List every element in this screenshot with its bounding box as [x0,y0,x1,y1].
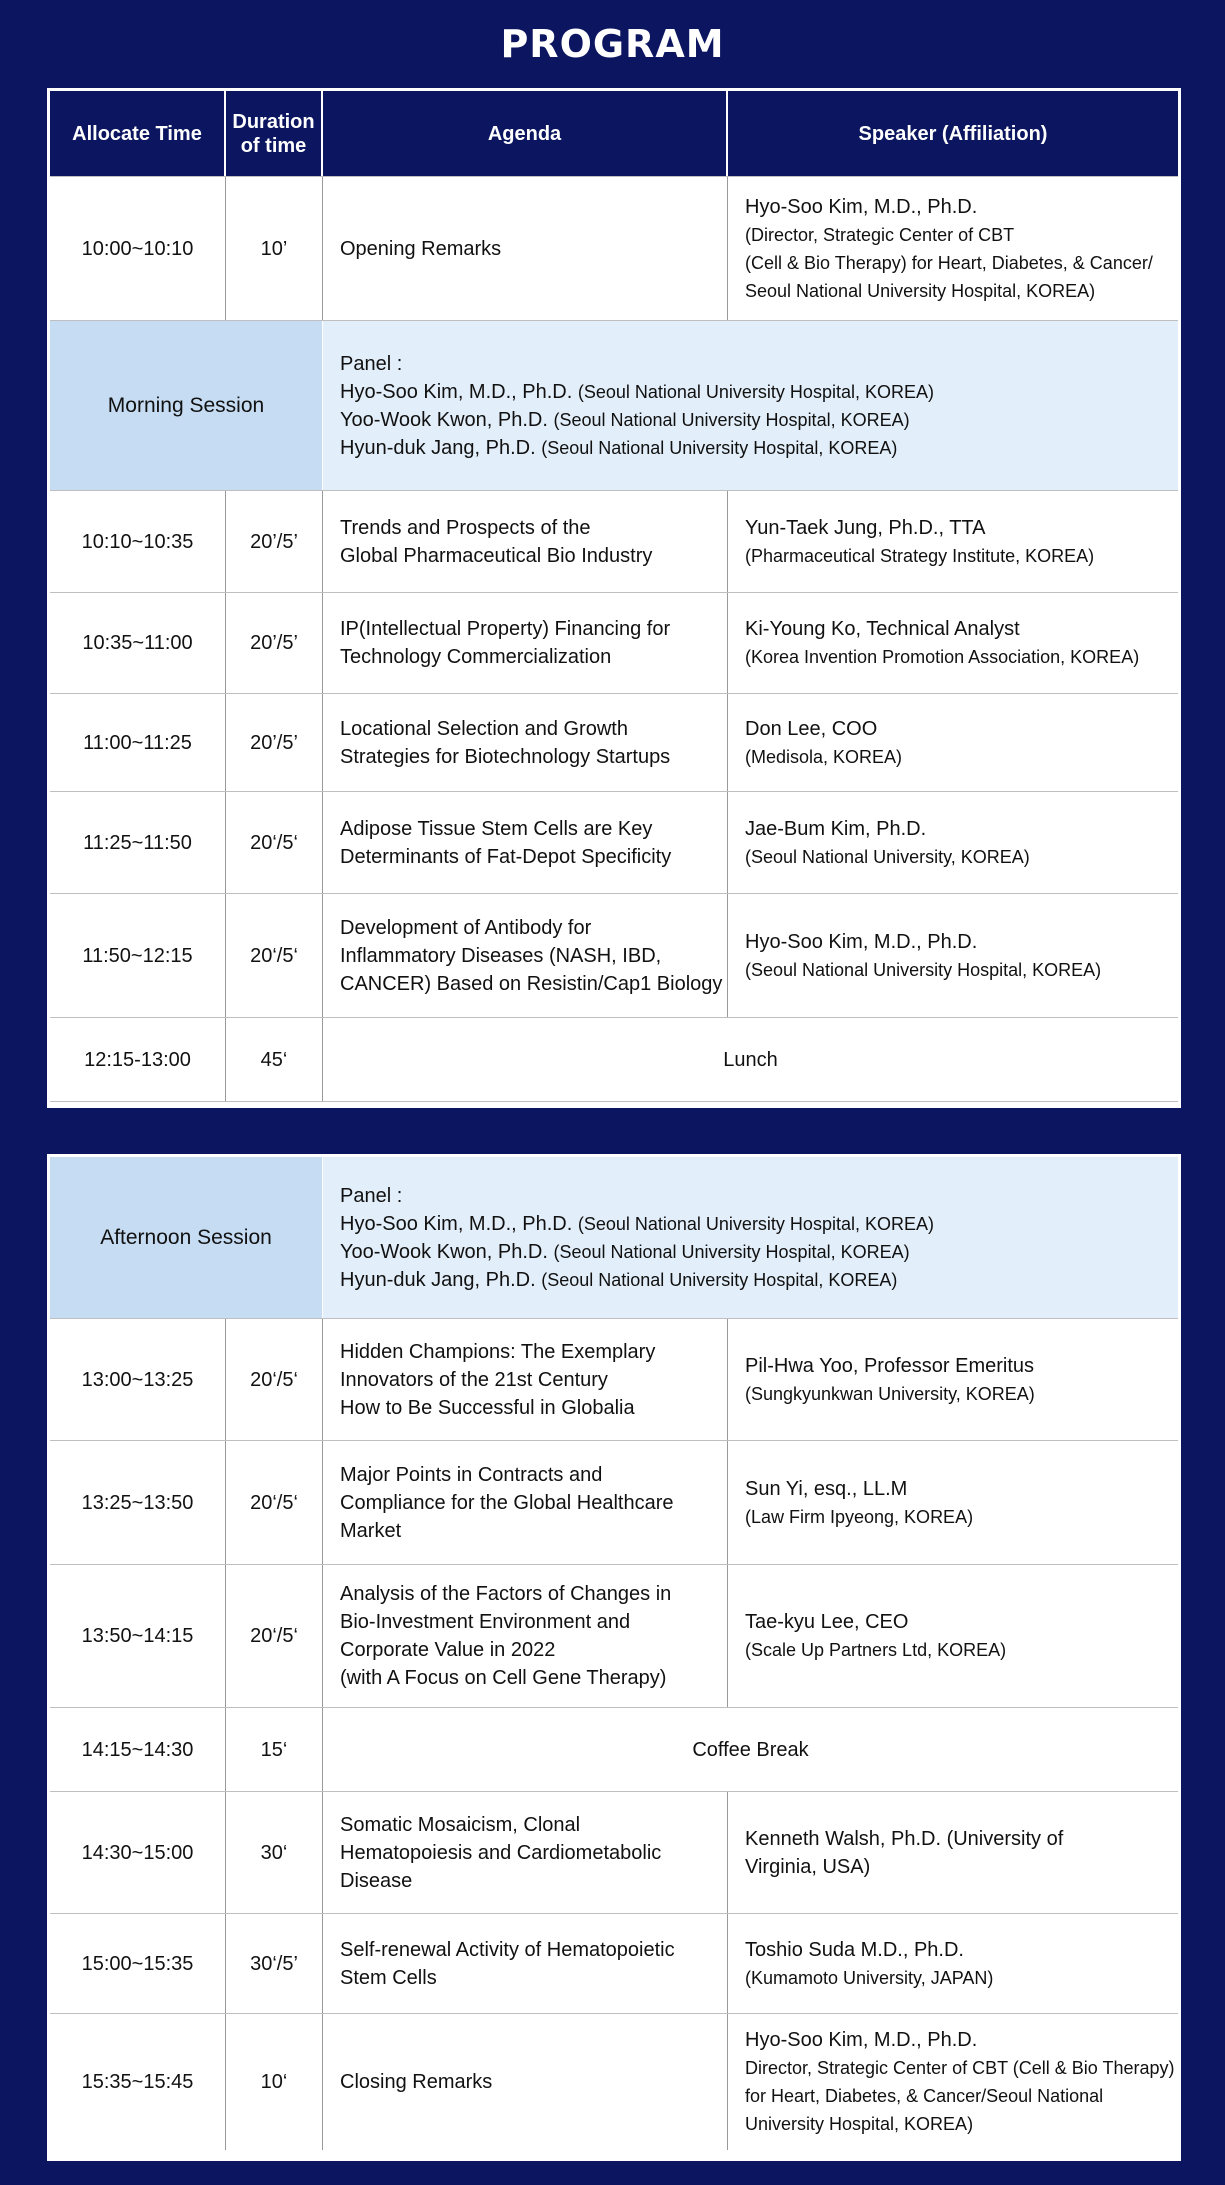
agenda-cell: Locational Selection and Growth Strategies for Biotechnology Startups [323,694,728,791]
table-row [50,1914,1178,2014]
speaker-cell: Toshio Suda M.D., Ph.D. (Kumamoto University, JAPAN) [745,1938,994,1988]
time-cell: 13:00~13:25 [50,1319,226,1440]
table-row [50,1441,1178,1565]
time-cell: 15:35~15:45 [50,2014,226,2150]
table-header [50,91,1178,177]
agenda-cell: Opening Remarks [323,177,728,320]
duration-cell: 45‘ [226,1018,323,1101]
speaker-cell: Hyo-Soo Kim, M.D., Ph.D. (Seoul National University Hospital, KOREA) [745,930,1102,980]
header-speaker: Speaker (Affiliation) [858,122,1048,145]
panel-cell [323,321,1178,490]
duration-cell: 30‘/5’ [226,1914,323,2013]
time-cell: 11:50~12:15 [50,894,226,1017]
time-cell: 13:50~14:15 [50,1565,226,1707]
speaker-cell: Don Lee, COO (Medisola, KOREA) [745,717,903,767]
speaker-cell: Kenneth Walsh, Ph.D. (University of Virginia, USA) [745,1827,1064,1878]
table-row [50,593,1178,694]
speaker-cell: Sun Yi, esq., LL.M (Law Firm Ipyeong, KOREA) [745,1477,974,1527]
agenda-cell: Self-renewal Activity of Hematopoietic Stem Cells [323,1914,728,2013]
speaker-cell: Ki-Young Ko, Technical Analyst (Korea Invention Promotion Association, KOREA) [745,618,1140,667]
time-cell: 12:15-13:00 [50,1018,226,1101]
speaker-name: Hyo-Soo Kim, M.D., Ph.D. [745,195,978,218]
table-row-closing [50,2014,1178,2150]
time-cell: 11:00~11:25 [50,694,226,791]
header-agenda: Agenda [323,91,728,176]
panel-member: Yoo-Wook Kwon, Ph.D. (Seoul National University Hospital, KOREA) [340,1240,910,1263]
table-row [50,792,1178,894]
table-row [50,491,1178,593]
duration-cell: 20‘/5‘ [226,894,323,1017]
time-cell: 13:25~13:50 [50,1441,226,1564]
time-cell: 14:15~14:30 [50,1708,226,1791]
time-cell: 11:25~11:50 [50,792,226,893]
duration-cell: 20’/5’ [226,491,323,592]
panel-cell [323,1157,1178,1318]
header-duration: Duration of time [226,91,323,176]
duration-cell: 15‘ [226,1708,323,1791]
speaker-cell: Jae-Bum Kim, Ph.D. (Seoul National University, KOREA) [745,817,1030,867]
duration-cell: 10’ [226,177,323,320]
duration-cell: 20‘/5‘ [226,1565,323,1707]
panel-member: Hyun-duk Jang, Ph.D. (Seoul National University Hospital, KOREA) [340,436,898,459]
table-row [50,1319,1178,1441]
program-table-afternoon [47,1154,1181,2161]
speaker-cell: Pil-Hwa Yoo, Professor Emeritus (Sungkyunkwan University, KOREA) [745,1354,1035,1404]
page-title: PROGRAM [500,22,725,66]
panel-label: Panel : [340,352,403,375]
duration-cell: 10‘ [226,2014,323,2150]
time-cell: 15:00~15:35 [50,1914,226,2013]
speaker-affiliation: University Hospital, KOREA) [745,2114,974,2134]
panel-label: Panel : [340,1184,403,1207]
time-cell: 10:35~11:00 [50,593,226,693]
session-row-morning [50,321,1178,491]
lunch-label: Lunch [723,1048,778,1071]
duration-cell: 20’/5’ [226,593,323,693]
duration-cell: 20‘/5‘ [226,1441,323,1564]
session-row-afternoon [50,1157,1178,1319]
coffee-break-label: Coffee Break [692,1738,809,1761]
speaker-affiliation: Seoul National University Hospital, KOREA) [745,280,1096,301]
table-row [50,894,1178,1018]
agenda-cell: Development of Antibody for Inflammatory Diseases (NASH, IBD, CANCER) Based on Resistin/Cap1 Biology [323,894,728,1017]
time-cell: 14:30~15:00 [50,1792,226,1913]
program-table-morning [47,88,1181,1108]
time-cell: 10:00~10:10 [50,177,226,320]
time-cell: 10:10~10:35 [50,491,226,592]
table-row [50,1792,1178,1914]
table-row [50,1565,1178,1708]
session-label: Afternoon Session [50,1157,323,1318]
panel-member: Hyun-duk Jang, Ph.D. (Seoul National University Hospital, KOREA) [340,1268,898,1291]
agenda-cell: Trends and Prospects of the Global Pharmaceutical Bio Industry [323,491,728,592]
panel-member: Yoo-Wook Kwon, Ph.D. (Seoul National University Hospital, KOREA) [340,408,910,431]
duration-cell: 30‘ [226,1792,323,1913]
speaker-cell: Yun-Taek Jung, Ph.D., TTA (Pharmaceutical Strategy Institute, KOREA) [745,516,1095,566]
panel-member: Hyo-Soo Kim, M.D., Ph.D. (Seoul National University Hospital, KOREA) [340,1212,934,1235]
header-time: Allocate Time [50,91,226,176]
duration-cell: 20‘/5‘ [226,792,323,893]
speaker-affiliation: Director, Strategic Center of CBT (Cell & Bio Therapy) [745,2058,1175,2078]
speaker-affiliation: (Director, Strategic Center of CBT [745,224,1015,245]
table-row [50,694,1178,792]
table-row-opening [50,177,1178,321]
table-row-coffee [50,1708,1178,1792]
panel-member: Hyo-Soo Kim, M.D., Ph.D. (Seoul National University Hospital, KOREA) [340,380,934,403]
speaker-affiliation: for Heart, Diabetes, & Cancer/Seoul National [745,2086,1104,2106]
agenda-cell: Hidden Champions: The Exemplary Innovators of the 21st Century How to Be Successful in Globalia [323,1319,728,1440]
speaker-cell: Tae-kyu Lee, CEO (Scale Up Partners Ltd, KOREA) [745,1611,1007,1660]
duration-cell: 20‘/5‘ [226,1319,323,1440]
agenda-cell: IP(Intellectual Property) Financing for Technology Commercialization [323,593,728,693]
speaker-name: Hyo-Soo Kim, M.D., Ph.D. [745,2029,978,2051]
duration-cell: 20’/5’ [226,694,323,791]
agenda-cell: Closing Remarks [323,2014,728,2150]
session-label: Morning Session [50,321,323,490]
agenda-cell: Adipose Tissue Stem Cells are Key Determinants of Fat-Depot Specificity [323,792,728,893]
speaker-affiliation: (Cell & Bio Therapy) for Heart, Diabetes, & Cancer/ [745,252,1153,273]
table-row-lunch [50,1018,1178,1102]
speaker-cell [728,2014,1178,2150]
agenda-cell: Somatic Mosaicism, Clonal Hematopoiesis and Cardiometabolic Disease [323,1792,728,1913]
agenda-cell: Analysis of the Factors of Changes in Bio-Investment Environment and Corporate Value in 2022 (with A Focus on Cell Gene Therapy) [323,1565,728,1707]
speaker-cell [728,177,1178,320]
agenda-cell: Major Points in Contracts and Compliance for the Global Healthcare Market [323,1441,728,1564]
